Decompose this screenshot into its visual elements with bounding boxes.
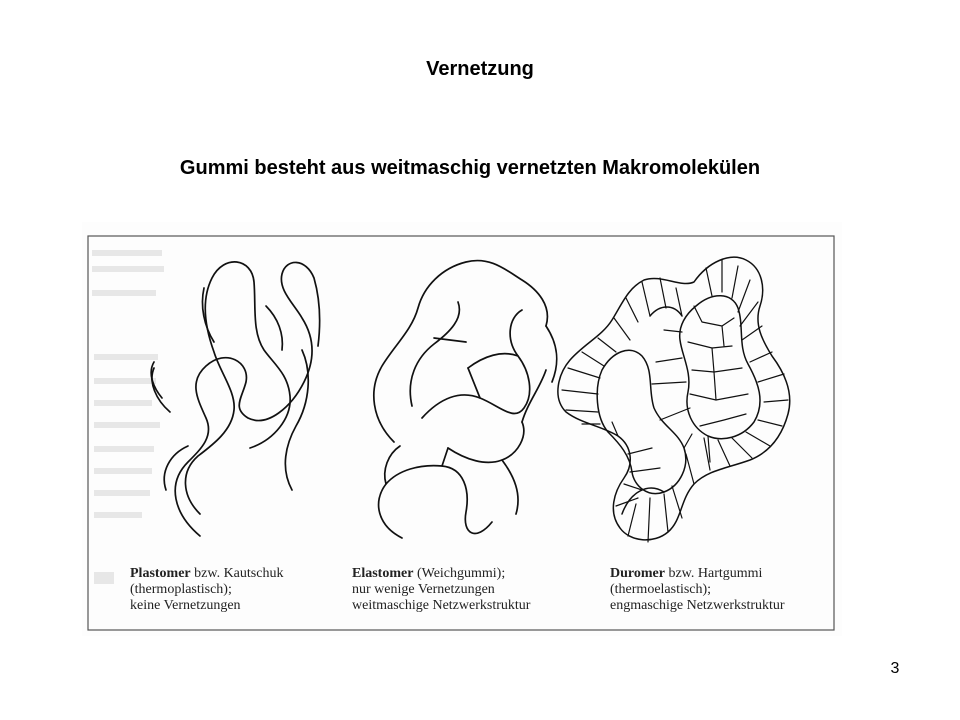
elastomer-network	[374, 261, 557, 538]
caption-text: keine Vernetzungen	[130, 598, 241, 613]
caption-duromer	[610, 566, 820, 614]
caption-text: engmaschige Netzwerkstruktur	[610, 598, 785, 613]
crosslink-rungs	[562, 260, 788, 542]
caption-term: Duromer	[610, 566, 665, 581]
scan-bleed-through	[92, 250, 164, 584]
caption-text: nur wenige Vernetzungen	[352, 582, 495, 597]
caption-text: bzw. Kautschuk	[190, 566, 284, 581]
caption-text: weitmaschige Netzwerkstruktur	[352, 598, 531, 613]
plastomer-chains	[151, 262, 319, 536]
slide-subtitle: Gummi besteht aus weitmaschig vernetzten Makromolekülen	[179, 157, 761, 179]
caption-text: bzw. Hartgummi	[664, 566, 763, 581]
caption-plastomer	[130, 566, 340, 614]
duromer-network	[558, 257, 790, 542]
caption-text: (thermoplastisch);	[130, 582, 232, 597]
caption-term: Plastomer	[130, 566, 191, 581]
slide-title: Vernetzung	[426, 58, 534, 80]
caption-term: Elastomer	[352, 566, 414, 581]
caption-text: (Weichgummi);	[413, 566, 506, 581]
caption-text: (thermoelastisch);	[610, 582, 712, 597]
caption-elastomer	[352, 566, 562, 614]
page-number: 3	[890, 660, 900, 677]
scanned-figure	[82, 222, 842, 636]
